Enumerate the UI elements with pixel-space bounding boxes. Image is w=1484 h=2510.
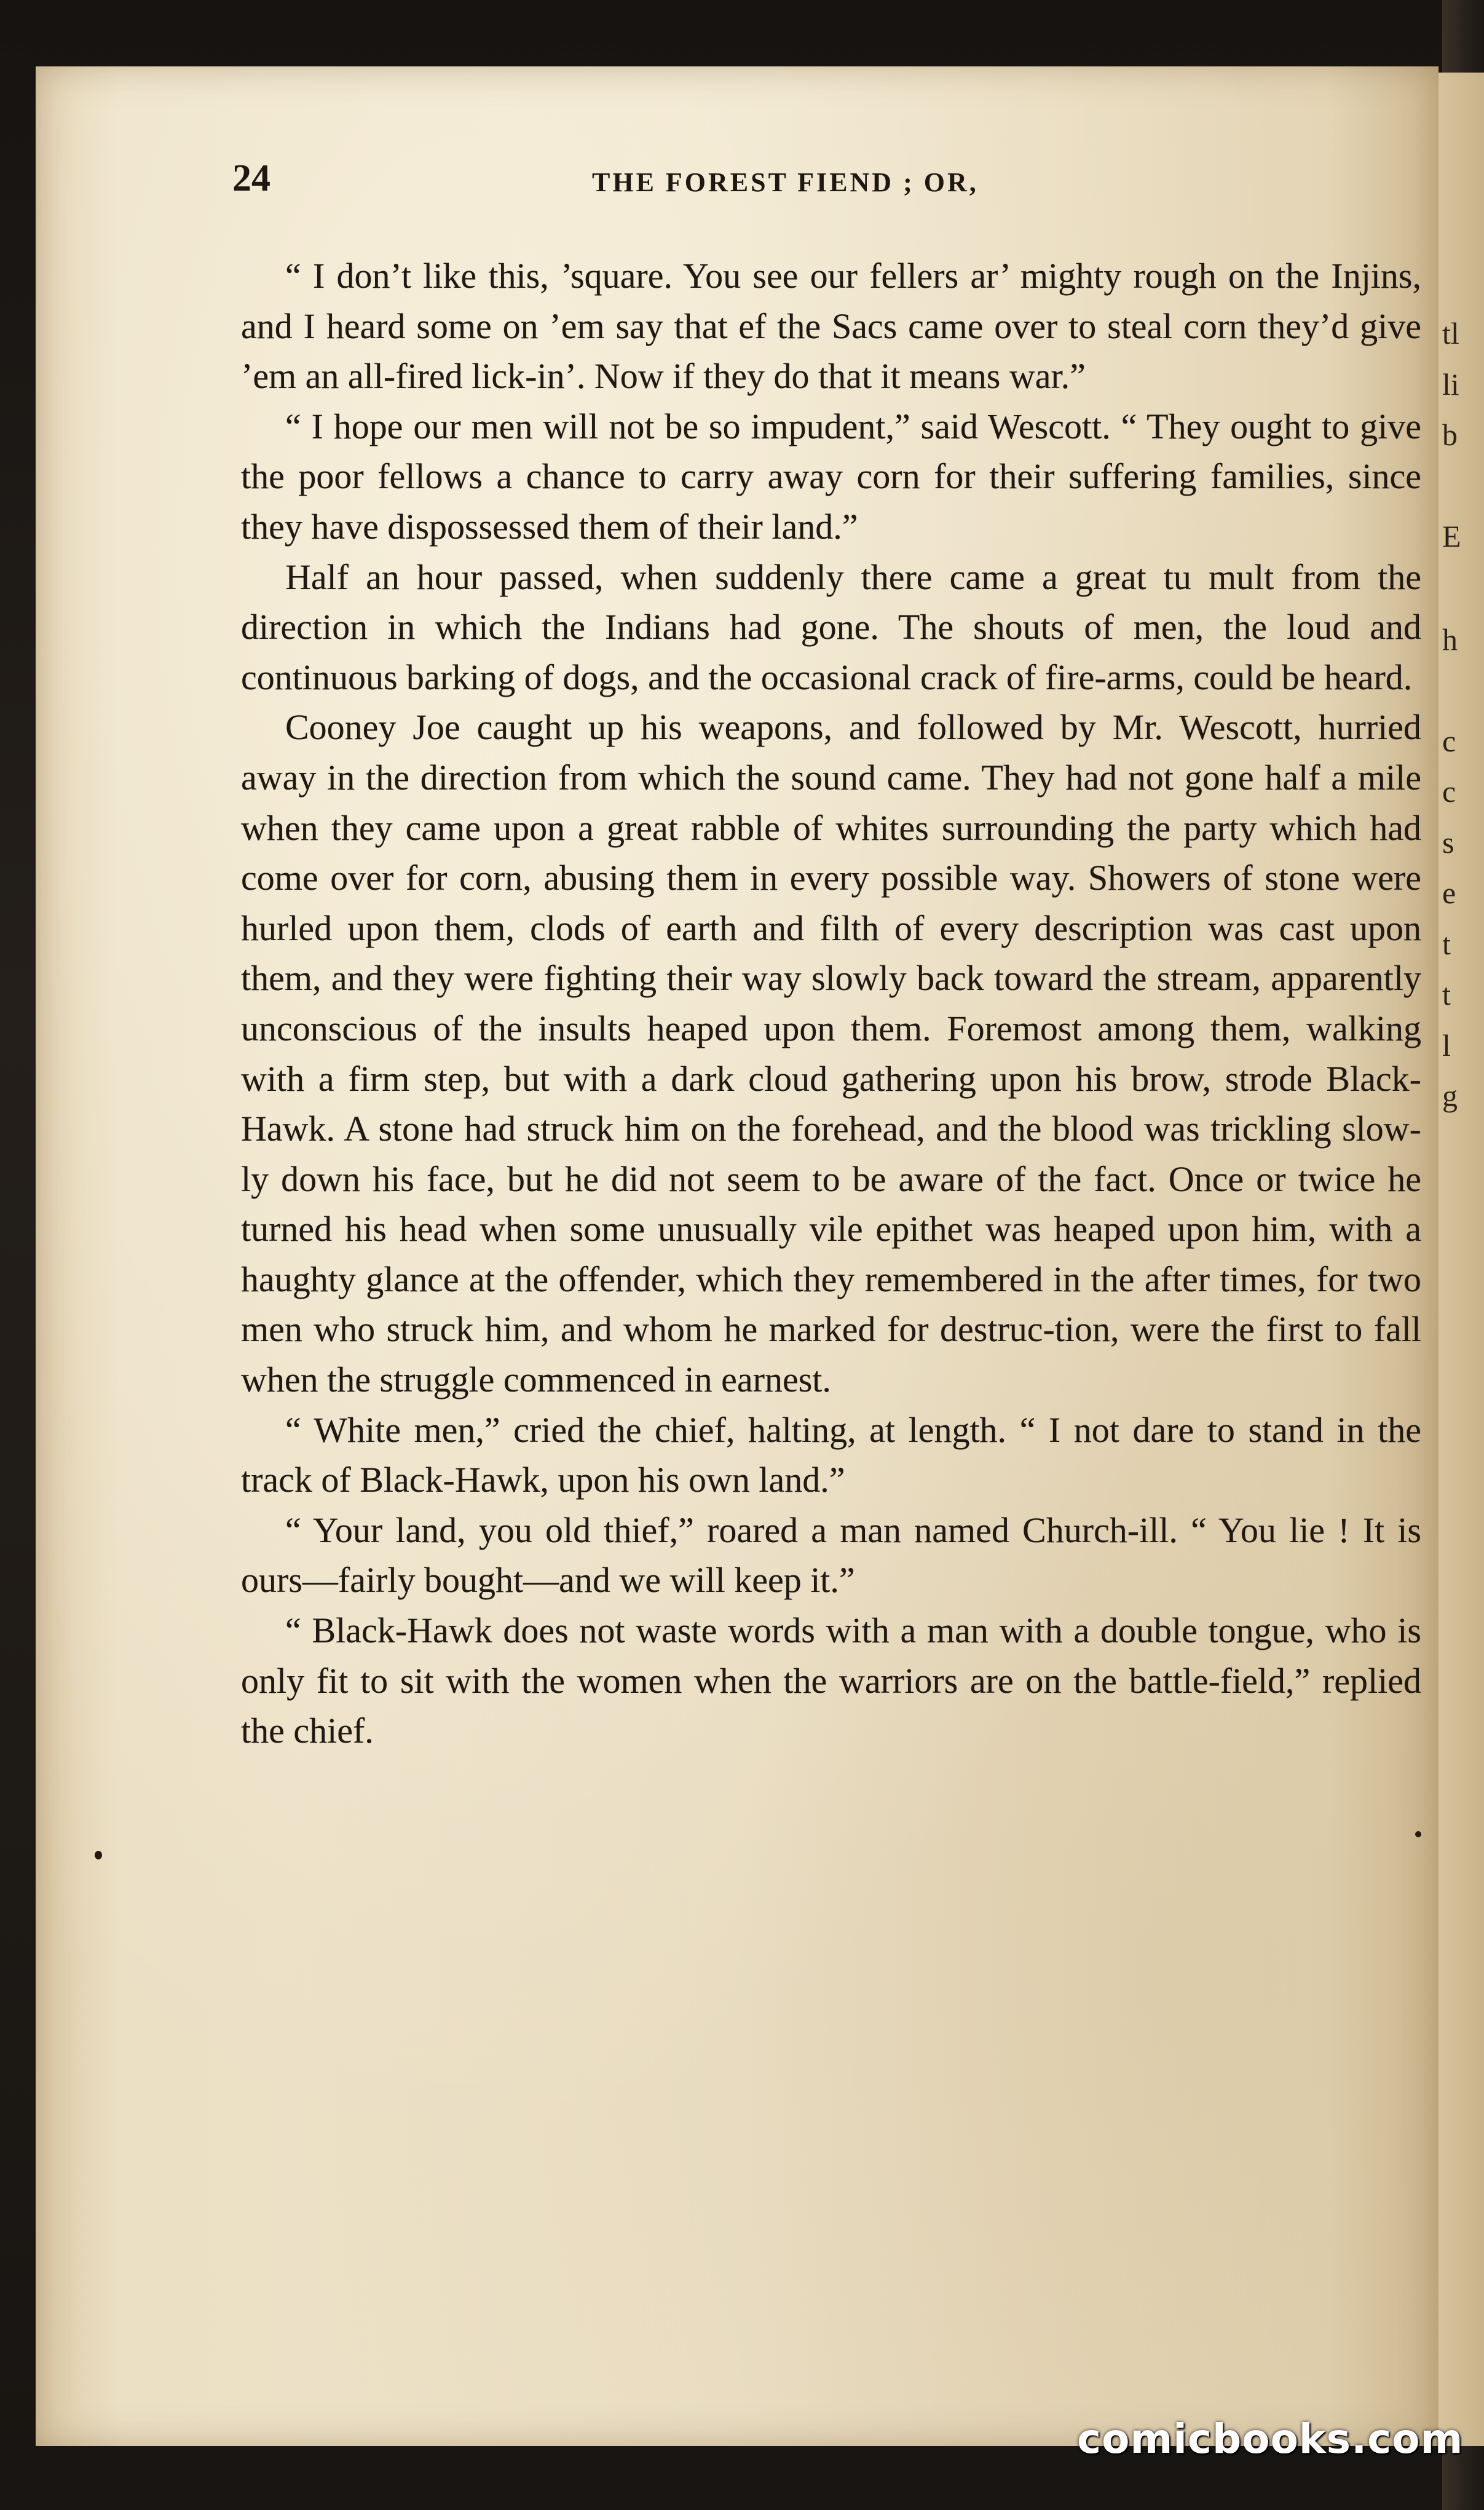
facing-page-fragment: t [1442,977,1451,1012]
paragraph: “ I don’t like this, ’square. You see our fellers ar’ mighty rough on the Injins, and I heard some on ’em say that ef the Sacs came over to steal corn they’d give ’em an all-fired lick-in’. Now if they do that it means war.” [241,256,1421,397]
facing-page-fragment: e [1442,876,1456,910]
page-header [232,157,1421,206]
facing-page-fragment: E [1442,519,1461,553]
facing-page-fragment: li [1442,367,1459,402]
facing-page-fragment: c [1442,724,1456,758]
facing-page-fragment: t [1442,927,1451,961]
facing-page-fragment: c [1442,774,1456,809]
paragraph: Half an hour passed, when suddenly there came a great tu mult from the direction in which the Indians had gone. The shouts of men, the loud and continuous barking of dogs, and the occasional crack of fire-arms, could be heard. [241,556,1421,697]
facing-page-fragment: h [1442,622,1458,657]
running-head: THE FOREST FIEND ; OR, [592,167,979,197]
watermark-text: comicbooks.com [1077,2415,1464,2463]
paragraph: “ White men,” cried the chief, halting, at length. “ I not dare to stand in the track of Black-Hawk, upon his own land.” [241,1409,1421,1500]
facing-page-edge [1439,73,1484,2446]
facing-page-fragment: g [1442,1079,1458,1113]
paragraph: “ Your land, you old thief,” roared a man named Church-ill. “ You lie ! It is ours—fairly bought—and we will keep it.” [241,1510,1421,1601]
facing-page-fragment: s [1442,825,1454,860]
ink-speck [95,1851,102,1859]
facing-page-fragment: b [1442,418,1458,452]
body-text [241,251,1421,1756]
paragraph: “ Black-Hawk does not waste words with a man with a double tongue, who is only fit to sit with the women when the warriors are on the battle-field,” replied the chief. [241,1610,1421,1751]
page-number: 24 [232,157,270,199]
paragraph: Cooney Joe caught up his weapons, and followed by Mr. Wescott, hurried away in the direction from which the sound came. They had not gone half a mile when they came upon a great rabble of whites surrounding the party which had come over for corn, abusing them in every possible way. Showers of stone were hurled upon them, clods of earth and filth of every description was cast upon them, and they were fighting their way slowly back toward the stream, apparently unconscious of the insults heaped upon them. Foremost among them, walking with a firm step, but with a dark cloud gathering upon his brow, strode Black-Hawk. A stone had struck him on the forehead, and the blood was trickling slow-ly down his face, but he did not seem to be aware of the fact. Once or twice he turned his head when some unusually vile epithet was heaped upon him, with a haughty glance at the offender, which they remembered in the after times, for two men who struck him, and whom he marked for destruc-tion, were the first to fall when the struggle commenced in earnest. [241,707,1421,1400]
ink-speck [1415,1831,1421,1837]
facing-page-fragment: l [1442,1028,1451,1063]
facing-page-fragment: tl [1442,316,1459,350]
paragraph: “ I hope our men will not be so impudent,” said Wescott. “ They ought to give the poor fellows a chance to carry away corn for their suffering families, since they have dispossessed them of their land.” [241,406,1421,547]
